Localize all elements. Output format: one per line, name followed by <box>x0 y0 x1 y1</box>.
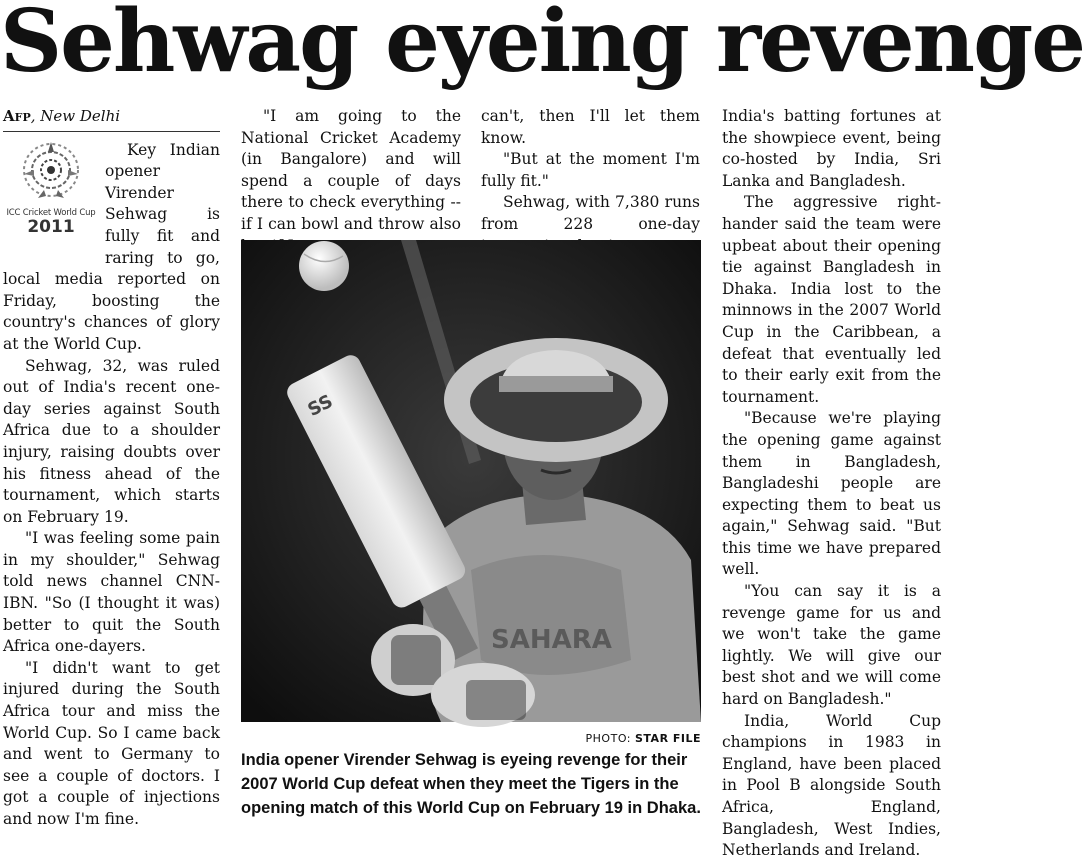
byline: Afp, New Delhi <box>3 106 220 132</box>
col4-paragraph: "You can say it is a revenge game for us and we won't take the game lightly. We will give our best shot and we will come hard on Bangladesh." <box>722 582 941 709</box>
col4-paragraph: The aggressive right-hander said the team were upbeat about their opening tie against Bangladesh in Dhaka. India lost to the minnows in the 2007 World Cup in the Caribbean, a defeat that eventually led to their early exit from the tournament. <box>722 193 941 406</box>
batsman-illustration <box>241 240 701 722</box>
photo-caption: India opener Virender Sehwag is eyeing revenge for their 2007 World Cup defeat when they meet the Tigers in the opening match of this World Cup on February 19 in Dhaka. <box>241 751 701 817</box>
bat-logo: SS <box>304 390 337 422</box>
col2-paragraph: "I am going to the National Cricket Academy (in Bangalore) and will spend a couple of days there to check everything -- if I can bowl and throw also <box>241 107 461 233</box>
headline: Sehwag eyeing revenge <box>0 0 1084 92</box>
col3-paragraph: can't, then I'll let them know. <box>481 107 700 147</box>
logo-year: 2011 <box>27 216 75 237</box>
photo-credit <box>241 732 701 745</box>
col1-paragraph: "I was feeling some pain in my shoulder," Sehwag told news channel CNN-IBN. "So (I thought it was) better to quit the South Africa one-dayers. <box>3 529 220 656</box>
col4-paragraph: "Because we're playing the opening game against them in Bangladesh, Bangladeshi people are expecting them to beat us again," Sehwag said. "But this time we have prepared well. <box>722 409 941 579</box>
article-column-1 <box>3 106 220 831</box>
logo-title: ICC Cricket World Cup <box>6 207 96 218</box>
col1-paragraph: Sehwag, 32, was ruled out of India's recent one-day series against South Africa due to a shoulder injury, raising doubts over his fitness ahead of the tournament, which starts on February 19. <box>3 356 220 526</box>
col4-paragraph: India's batting fortunes at the showpiece event, being co-hosted by India, Sri Lanka and Bangladesh. <box>722 107 941 190</box>
photo-credit-prefix: PHOTO: <box>585 732 631 745</box>
article-column-2 <box>241 106 461 257</box>
byline-city: New Delhi <box>40 107 121 125</box>
col1-paragraph: Key Indian opener Virender Sehwag is fully fit and raring to go, local media reported on Friday, boosting the country's chances of glory at the World Cup. <box>3 140 220 353</box>
col4-paragraph: India, World Cup champions in 1983 in England, have been placed in Pool B alongside South Africa, England, Bangladesh, West Indies, Netherlands and Ireland. <box>722 711 941 860</box>
photo-credit-source: STAR FILE <box>634 732 701 745</box>
world-cup-emblem-icon <box>18 140 84 208</box>
article-column-4 <box>722 106 941 862</box>
col3-paragraph: "But at the moment I'm fully fit." <box>481 150 700 190</box>
sehwag-photo <box>241 240 701 722</box>
shirt-logo: SAHARA <box>491 625 612 655</box>
col3-paragraph: Sehwag, with 7,380 runs from 228 one-day <box>481 193 700 233</box>
byline-agency: Afp <box>3 107 31 125</box>
world-cup-logo <box>3 140 99 248</box>
col1-paragraph: "I didn't want to get injured during the South Africa tour and miss the World Cup. So I came back and went to Germany to see a couple of doctors. I got a couple of injections and now I'm fine. <box>3 658 220 828</box>
